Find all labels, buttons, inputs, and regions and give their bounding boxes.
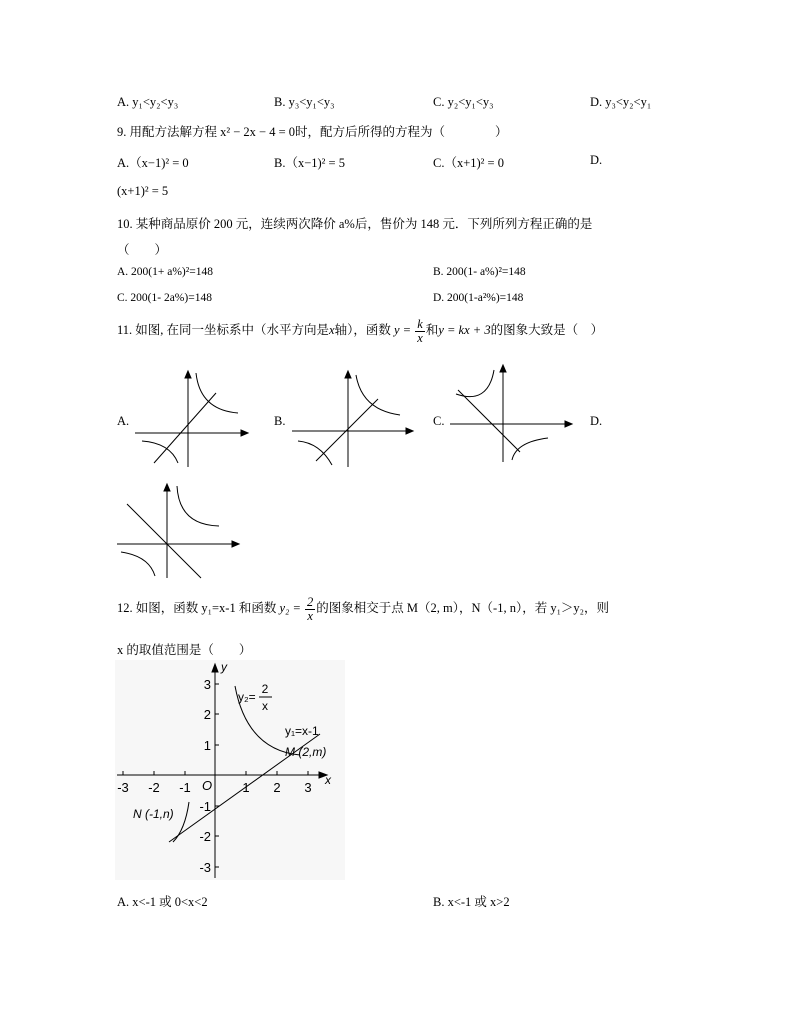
point-m-label: M (2,m) bbox=[285, 745, 327, 759]
q11-x-axis: x bbox=[329, 322, 335, 337]
x-arrow bbox=[406, 428, 413, 434]
x-tick-label: -3 bbox=[117, 780, 129, 795]
q12-frac-den: x bbox=[307, 608, 313, 623]
q8-option-b: B. y₃<y₁<y₃ bbox=[274, 95, 335, 109]
q11-stem-mid: 轴），函数 bbox=[334, 322, 391, 337]
q11-stem-pre: 11. 如图, 在同一坐标系中（水平方向是 bbox=[117, 322, 330, 337]
origin-label: O bbox=[202, 778, 213, 793]
x-tick-label: 2 bbox=[273, 780, 281, 795]
q9-option-d-content: (x+1)² = 5 bbox=[117, 184, 169, 198]
linear-line bbox=[127, 504, 201, 578]
q12-stem-post: 的图象相交于点 M（2, m），N（-1, n），若 y₁＞y₂，则 bbox=[316, 600, 610, 615]
q12-stem bbox=[117, 596, 609, 622]
q11-graph-d bbox=[115, 480, 245, 580]
hyperbola-branch-upper bbox=[456, 370, 494, 397]
q12-frac-num: 2 bbox=[307, 595, 314, 609]
y-tick-label: 2 bbox=[203, 707, 211, 722]
hyperbola-branch-lower bbox=[121, 552, 155, 576]
q11-graph-c bbox=[448, 360, 578, 465]
q11-line-eq: y = kx + 3 bbox=[438, 322, 491, 337]
q12-option-a: A. x<-1 或 0<x<2 bbox=[117, 895, 208, 909]
x-tick-label: 3 bbox=[304, 780, 312, 795]
y-arrow bbox=[185, 371, 191, 378]
y-tick-label: 3 bbox=[203, 677, 211, 692]
q11-frac-num: k bbox=[417, 317, 423, 331]
hyperbola-branch-upper bbox=[196, 373, 238, 413]
q11-y-eq: y = bbox=[394, 322, 412, 337]
q11-fraction bbox=[415, 318, 425, 344]
q12-fraction bbox=[305, 596, 315, 622]
y-tick-label: -1 bbox=[199, 799, 211, 814]
hyperbola-branch-lower bbox=[298, 441, 332, 465]
q12-stem-pre: 12. 如图，函数 y₁=x-1 和函数 bbox=[117, 600, 277, 615]
x-arrow bbox=[241, 430, 248, 436]
q9-option-b: B.（x−1)² = 5 bbox=[274, 156, 345, 170]
q11-frac-den: x bbox=[417, 330, 423, 345]
x-tick-label: -2 bbox=[148, 780, 160, 795]
y-arrow bbox=[164, 484, 170, 491]
q10-option-b: B. 200(1- a%)²=148 bbox=[433, 266, 526, 278]
q12-option-b: B. x<-1 或 x>2 bbox=[433, 895, 510, 909]
linear-line bbox=[154, 393, 216, 463]
hyperbola-branch-upper bbox=[177, 486, 219, 526]
q12-y2: y₂ = bbox=[279, 600, 301, 615]
q8-option-d: D. y₃<y₂<y₁ bbox=[590, 95, 652, 109]
y2-frac-den: x bbox=[262, 699, 268, 713]
x-axis-label: x bbox=[325, 773, 331, 787]
q12-graph bbox=[115, 660, 345, 880]
q11-label-b: B. bbox=[274, 414, 286, 428]
q11-label-a: A. bbox=[117, 414, 130, 428]
linear-line bbox=[316, 399, 378, 461]
hyperbola-branch-upper bbox=[356, 375, 400, 415]
y-tick-label: 1 bbox=[203, 738, 211, 753]
q11-graph-b bbox=[290, 365, 420, 470]
y-tick-label: -2 bbox=[199, 829, 211, 844]
q10-option-a: A. 200(1+ a%)²=148 bbox=[117, 266, 213, 278]
q10-option-c: C. 200(1- 2a%)=148 bbox=[117, 292, 212, 304]
x-tick-label: 1 bbox=[242, 780, 250, 795]
q11-stem-post: 的图象大致是（ ） bbox=[490, 322, 604, 337]
q11-stem bbox=[117, 318, 603, 344]
q12-stem-line2: x 的取值范围是（ ） bbox=[117, 643, 252, 657]
q8-option-c: C. y₂<y₁<y₃ bbox=[433, 95, 494, 109]
point-n-label: N (-1,n) bbox=[133, 807, 174, 821]
q8-option-a: A. y₁<y₂<y₃ bbox=[117, 95, 179, 109]
y-axis-label: y bbox=[221, 660, 227, 674]
linear-line bbox=[458, 390, 520, 452]
y-tick-label: -3 bbox=[199, 860, 211, 875]
q11-label-c: C. bbox=[433, 414, 445, 428]
q9-option-a: A.（x−1)² = 0 bbox=[117, 156, 189, 170]
q10-option-d: D. 200(1-a²%)=148 bbox=[433, 292, 524, 304]
x-arrow bbox=[232, 541, 239, 547]
q9-option-d: D. bbox=[590, 153, 603, 167]
y-arrow bbox=[345, 371, 351, 378]
hyperbola-branch-lower bbox=[142, 441, 178, 463]
x-arrow bbox=[565, 421, 572, 427]
q9-option-c: C.（x+1)² = 0 bbox=[433, 156, 504, 170]
q11-label-d: D. bbox=[590, 414, 603, 428]
y2-label: y₂= bbox=[238, 690, 256, 704]
x-tick-label: -1 bbox=[179, 780, 191, 795]
y1-label: y₁=x-1 bbox=[285, 724, 319, 738]
q11-and: 和 bbox=[425, 322, 439, 337]
q10-stem: 10. 某种商品原价 200 元，连续两次降价 a%后，售价为 148 元．下列所列方程正确的是 bbox=[117, 217, 593, 231]
q9-stem: 9. 用配方法解方程 x² − 2x − 4 = 0时，配方后所得的方程为（ ） bbox=[117, 125, 508, 139]
q10-paren: （ ） bbox=[117, 243, 168, 257]
y2-frac-num: 2 bbox=[261, 682, 269, 696]
q11-graph-a bbox=[130, 365, 255, 470]
y-arrow bbox=[500, 365, 506, 372]
